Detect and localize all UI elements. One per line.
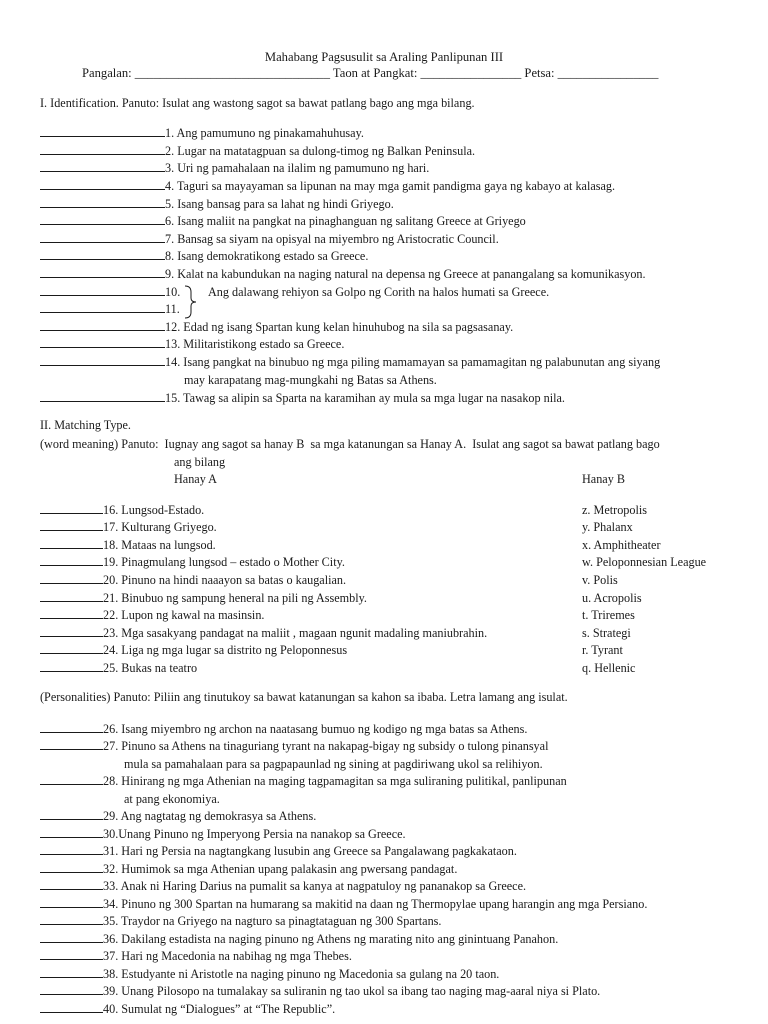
- question-row: [40, 878, 760, 896]
- question-text: Binubuo ng sampung heneral na pili ng Assembly.: [118, 591, 367, 605]
- question-number: 7.: [165, 232, 175, 246]
- answer-blank[interactable]: [40, 390, 165, 402]
- item28-continuation: at pang ekonomiya.: [124, 792, 220, 806]
- question-text: Unang Pilosopo na tumalakay sa suliranin ng tao ukol sa ibang tao naging mag-aaral niya si Plato.: [118, 984, 601, 998]
- question-row: [40, 738, 760, 756]
- question-number: 23.: [103, 626, 119, 640]
- item14-continuation: may karapatang mag-mungkahi ng Batas sa Athens.: [184, 373, 437, 387]
- question-row: [40, 861, 760, 879]
- question-text: Tawag sa alipin sa Sparta na karamihan ay mula sa mga lugar na nasakop nila.: [180, 391, 565, 405]
- question-text: Unang Pinuno ng Imperyong Persia na nanakop sa Greece.: [118, 827, 406, 841]
- question-number: 15.: [165, 391, 181, 405]
- question-number: 25.: [103, 661, 119, 675]
- question-text: Pinuno ng 300 Spartan na humarang sa makitid na daan ng Thermopylae upang harangin ang mga Persiano.: [118, 897, 648, 911]
- question-number: 24.: [103, 643, 119, 657]
- part1-heading: I. Identification. Panuto: Isulat ang wastong sagot sa bawat patlang bago ang mga bilang.: [40, 96, 475, 110]
- answer-blank[interactable]: [40, 721, 103, 733]
- answer-blank[interactable]: [40, 160, 165, 172]
- question-text: Humimok sa mga Athenian upang palakasin ang pwersang pandagat.: [118, 862, 458, 876]
- question-row: [40, 773, 760, 791]
- question-text: Isang maliit na pangkat na pinaghanguan ng salitang Greece at Griyego: [174, 214, 526, 228]
- answer-blank[interactable]: [40, 143, 165, 155]
- hanay-b-choice: x. Amphitheater: [582, 538, 661, 552]
- question-number: 27.: [103, 739, 119, 753]
- question-number: 28.: [103, 774, 119, 788]
- question-row: [40, 213, 760, 231]
- question-row: [40, 143, 760, 161]
- student-info-line: Pangalan: _______________________________ Taon at Pangkat: ________________ Petsa: ________________: [82, 66, 659, 80]
- question-number: 18.: [103, 538, 119, 552]
- answer-blank[interactable]: [40, 336, 165, 348]
- question-text: Ang nagtatag ng demokrasya sa Athens.: [118, 809, 317, 823]
- question-row: [40, 983, 760, 1001]
- question-row: [40, 248, 760, 266]
- question-row: [40, 502, 760, 520]
- answer-blank[interactable]: [40, 826, 103, 838]
- question-text: Ang pamumuno ng pinakamahuhusay.: [174, 126, 364, 140]
- question-text: Lupon ng kawal na masinsin.: [118, 608, 265, 622]
- question-row: [40, 660, 760, 678]
- question-text: Isang pangkat na binubuo ng mga piling mamamayan sa pamamagitan ng palabunutan ang siyang: [180, 355, 661, 369]
- question-row: [40, 826, 760, 844]
- question-text: Dakilang estadista na naging pinuno ng Athens ng marating nito ang ginintuang Panahon.: [118, 932, 559, 946]
- question-number: 3.: [165, 161, 175, 175]
- question-number: 34.: [103, 897, 119, 911]
- question-number: 19.: [103, 555, 119, 569]
- answer-blank[interactable]: [40, 519, 103, 531]
- question-row: [40, 642, 760, 660]
- hanay-b-choice: s. Strategi: [582, 626, 631, 640]
- question-number: 17.: [103, 520, 119, 534]
- question-number: 12.: [165, 320, 181, 334]
- answer-blank[interactable]: [40, 861, 103, 873]
- question-row: [40, 590, 760, 608]
- question-number: 6.: [165, 214, 175, 228]
- question-number: 13.: [165, 337, 181, 351]
- question-text: Pinuno na hindi naaayon sa batas o kaugalian.: [118, 573, 347, 587]
- answer-blank[interactable]: [40, 590, 103, 602]
- question-number: 32.: [103, 862, 119, 876]
- hanay-b-choice: t. Triremes: [582, 608, 635, 622]
- question-row: [40, 966, 760, 984]
- question-text: Lugar na matatagpuan sa dulong-timog ng Balkan Peninsula.: [174, 144, 476, 158]
- question-number: 40.: [103, 1002, 119, 1016]
- answer-blank[interactable]: [40, 660, 103, 672]
- question-row: [40, 178, 760, 196]
- question-number: 11.: [165, 302, 180, 316]
- answer-blank[interactable]: [40, 196, 165, 208]
- answer-blank[interactable]: [40, 808, 103, 820]
- question-number: 1.: [165, 126, 175, 140]
- answer-blank[interactable]: [40, 983, 103, 995]
- item10-11-text: Ang dalawang rehiyon sa Golpo ng Corith na halos humati sa Greece.: [208, 285, 550, 299]
- question-row: [40, 196, 760, 214]
- question-row: [40, 266, 760, 284]
- question-text: Liga ng mga lugar sa distrito ng Peloponnesus: [118, 643, 348, 657]
- question-row: [40, 625, 760, 643]
- question-row: [40, 1001, 760, 1019]
- question-number: 33.: [103, 879, 119, 893]
- answer-blank[interactable]: [40, 913, 103, 925]
- answer-blank[interactable]: [40, 248, 165, 260]
- question-number: 22.: [103, 608, 119, 622]
- answer-blank[interactable]: [40, 966, 103, 978]
- question-text: Uri ng pamahalaan na ilalim ng pamumuno ng hari.: [174, 161, 430, 175]
- hanay-b-heading: Hanay B: [582, 472, 625, 486]
- answer-blank[interactable]: [40, 125, 165, 137]
- answer-blank[interactable]: [40, 931, 103, 943]
- question-text: Isang miyembro ng archon na naatasang bumuo ng kodigo ng mga batas sa Athens.: [118, 722, 528, 736]
- answer-blank[interactable]: [40, 301, 165, 313]
- question-text: Edad ng isang Spartan kung kelan hinuhubog na sila sa pagsasanay.: [180, 320, 514, 334]
- answer-blank[interactable]: [40, 537, 103, 549]
- question-number: 30.: [103, 827, 119, 841]
- bracket-icon: [182, 284, 200, 320]
- question-number: 16.: [103, 503, 119, 517]
- question-row: [40, 607, 760, 625]
- question-number: 5.: [165, 197, 175, 211]
- question-row: [40, 721, 760, 739]
- question-text: Pinagmulang lungsod – estado o Mother City.: [118, 555, 345, 569]
- question-row: [40, 125, 760, 143]
- answer-blank[interactable]: [40, 554, 103, 566]
- hanay-b-choice: z. Metropolis: [582, 503, 647, 517]
- hanay-b-choice: w. Peloponnesian League: [582, 555, 707, 569]
- question-number: 38.: [103, 967, 119, 981]
- question-row: [40, 896, 760, 914]
- answer-blank[interactable]: [40, 625, 103, 637]
- question-row: [40, 948, 760, 966]
- answer-blank[interactable]: [40, 178, 165, 190]
- part2-heading: II. Matching Type.: [40, 418, 131, 432]
- answer-blank[interactable]: [40, 878, 103, 890]
- question-number: 39.: [103, 984, 119, 998]
- question-text: Mataas na lungsod.: [118, 538, 216, 552]
- question-row: [40, 519, 760, 537]
- question-row: [40, 160, 760, 178]
- question-number: 36.: [103, 932, 119, 946]
- hanay-b-choice: y. Phalanx: [582, 520, 633, 534]
- question-text: Kulturang Griyego.: [118, 520, 217, 534]
- question-number: 4.: [165, 179, 175, 193]
- answer-blank[interactable]: [40, 738, 103, 750]
- question-text: Militaristikong estado sa Greece.: [180, 337, 345, 351]
- question-number: 20.: [103, 573, 119, 587]
- hanay-b-choice: q. Hellenic: [582, 661, 636, 675]
- question-text: Hari ng Persia na nagtangkang lusubin ang Greece sa Pangalawang pagkakataon.: [118, 844, 517, 858]
- hanay-b-choice: u. Acropolis: [582, 591, 642, 605]
- answer-blank[interactable]: [40, 502, 103, 514]
- question-number: 21.: [103, 591, 119, 605]
- question-row: [40, 931, 760, 949]
- question-text: Sumulat ng “Dialogues” at “The Republic”.: [118, 1002, 336, 1016]
- question-row: [40, 336, 760, 354]
- question-text: Pinuno sa Athens na tinaguriang tyrant na nakapag-bigay ng subsidy o tulong pinansyal: [118, 739, 549, 753]
- hanay-b-choice: v. Polis: [582, 573, 618, 587]
- question-number: 8.: [165, 249, 175, 263]
- question-row: [40, 354, 760, 372]
- question-row: [40, 913, 760, 931]
- answer-blank[interactable]: [40, 572, 103, 584]
- page-title: Mahabang Pagsusulit sa Araling Panlipunan III: [264, 50, 504, 64]
- question-text: Kalat na kabundukan na naging natural na depensa ng Greece at panangalang sa komunikasyon.: [174, 267, 646, 281]
- question-row: [40, 390, 760, 408]
- answer-blank[interactable]: [40, 354, 165, 366]
- question-row: [40, 572, 760, 590]
- answer-blank[interactable]: [40, 284, 165, 296]
- question-text: Traydor na Griyego na nagturo sa pinagtataguan ng 300 Spartans.: [118, 914, 442, 928]
- question-number: 2.: [165, 144, 175, 158]
- question-row: [40, 301, 760, 319]
- question-text: Bansag sa siyam na opisyal na miyembro ng Aristocratic Council.: [174, 232, 499, 246]
- answer-blank[interactable]: [40, 607, 103, 619]
- question-number: 9.: [165, 267, 175, 281]
- question-row: [40, 231, 760, 249]
- item27-continuation: mula sa pamahalaan para sa pagpapaunlad ng sining at pagdiriwang ukol sa relihiyon.: [124, 757, 543, 771]
- part2-instruction: (word meaning) Panuto: Iugnay ang sagot sa hanay B sa mga katanungan sa Hanay A. Isulat ang sagot sa bawat patlang bago: [40, 437, 660, 451]
- question-text: Hinirang ng mga Athenian na maging tagpamagitan sa mga suliraning pulitikal, panlipunan: [118, 774, 567, 788]
- answer-blank[interactable]: [40, 1001, 103, 1013]
- question-row: [40, 843, 760, 861]
- question-text: Isang bansag para sa lahat ng hindi Griyego.: [174, 197, 394, 211]
- question-text: Estudyante ni Aristotle na naging pinuno ng Macedonia sa gulang na 20 taon.: [118, 967, 500, 981]
- question-text: Hari ng Macedonia na nabihag ng mga Thebes.: [118, 949, 352, 963]
- question-number: 26.: [103, 722, 119, 736]
- question-number: 29.: [103, 809, 119, 823]
- hanay-b-choice: r. Tyrant: [582, 643, 623, 657]
- part2-instruction-cont: ang bilang: [174, 455, 226, 469]
- answer-blank[interactable]: [40, 843, 103, 855]
- question-text: Isang demokratikong estado sa Greece.: [174, 249, 369, 263]
- question-text: Mga sasakyang pandagat na maliit , magaan ngunit madaling maniubrahin.: [118, 626, 488, 640]
- answer-blank[interactable]: [40, 266, 165, 278]
- answer-blank[interactable]: [40, 948, 103, 960]
- hanay-a-heading: Hanay A: [174, 472, 217, 486]
- question-row: [40, 319, 760, 337]
- answer-blank[interactable]: [40, 213, 165, 225]
- question-row: [40, 808, 760, 826]
- answer-blank[interactable]: [40, 773, 103, 785]
- answer-blank[interactable]: [40, 642, 103, 654]
- answer-blank[interactable]: [40, 231, 165, 243]
- question-text: Taguri sa mayayaman sa lipunan na may mga gamit pandigma gaya ng kabayo at kalasag.: [174, 179, 616, 193]
- answer-blank[interactable]: [40, 896, 103, 908]
- question-number: 37.: [103, 949, 119, 963]
- question-text: Lungsod-Estado.: [118, 503, 205, 517]
- answer-blank[interactable]: [40, 319, 165, 331]
- question-text: Bukas na teatro: [118, 661, 198, 675]
- question-number: 10.: [165, 285, 181, 299]
- question-number: 35.: [103, 914, 119, 928]
- question-number: 31.: [103, 844, 119, 858]
- question-number: 14.: [165, 355, 181, 369]
- part3-instruction: (Personalities) Panuto: Piliin ang tinutukoy sa bawat katanungan sa kahon sa ibaba. Letra lamang ang isulat.: [40, 690, 568, 704]
- question-text: Anak ni Haring Darius na pumalit sa kanya at nagpatuloy ng pananakop sa Greece.: [118, 879, 527, 893]
